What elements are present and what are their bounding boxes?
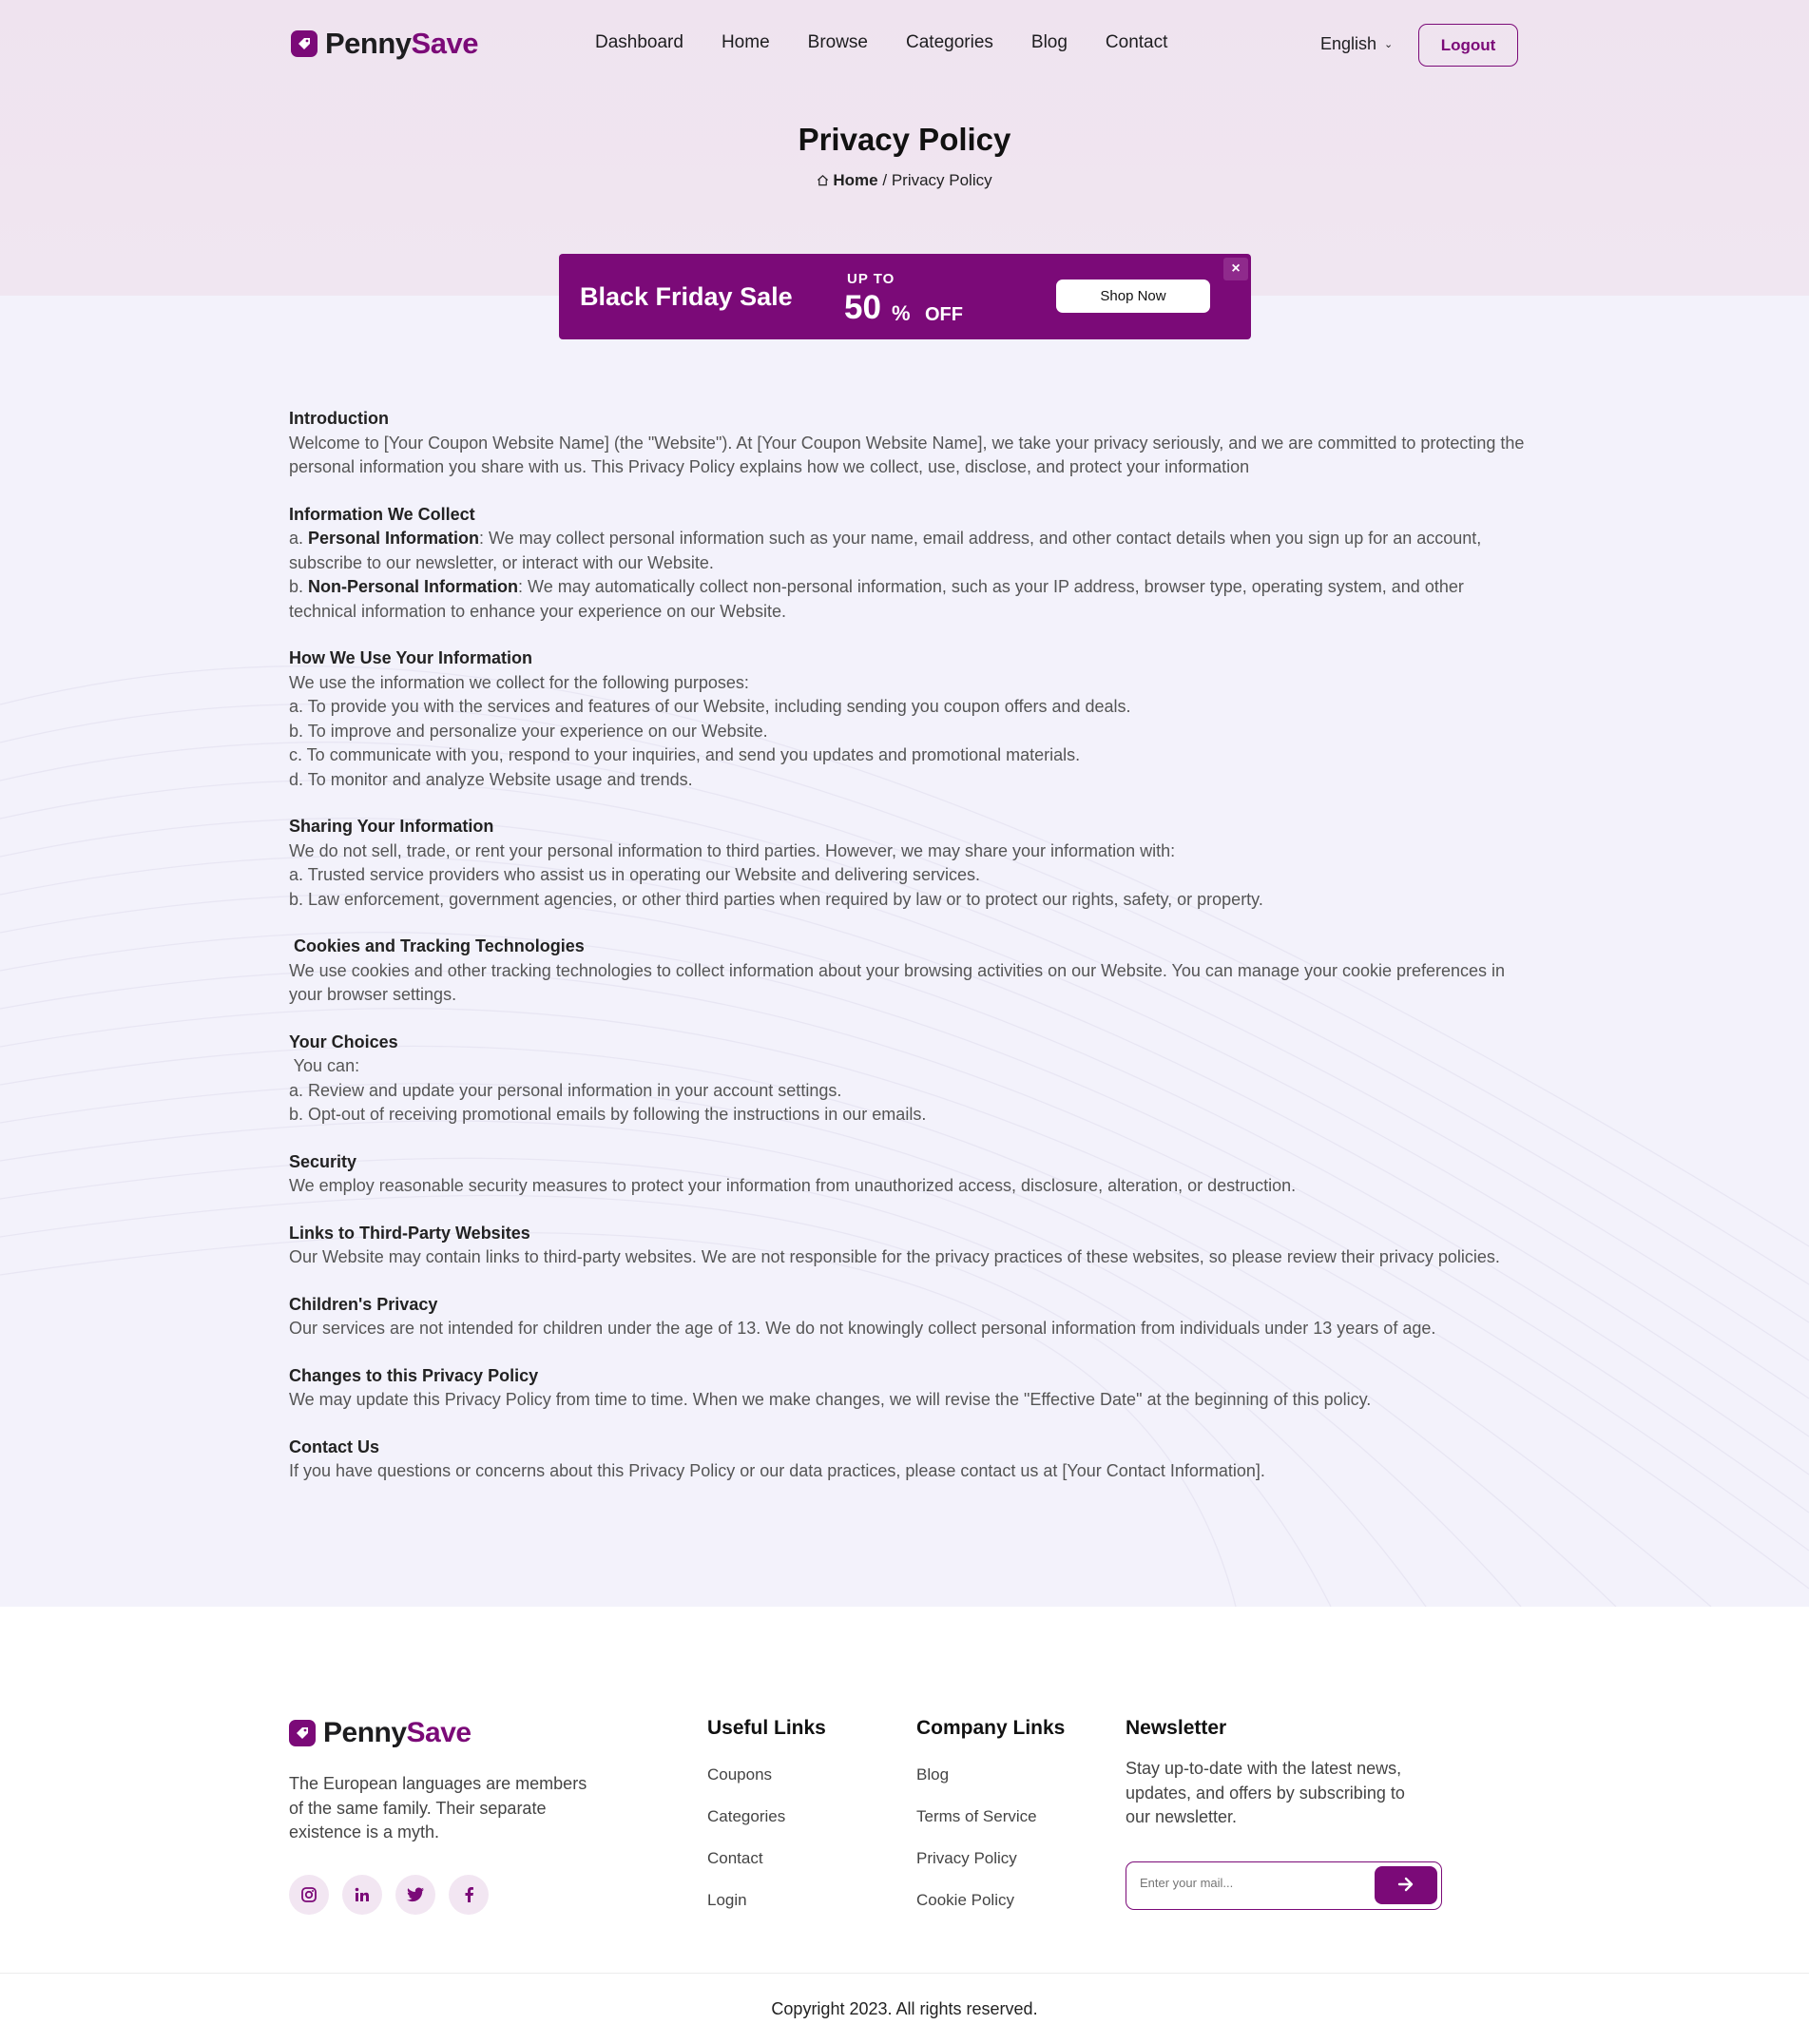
section-heading: Children's Privacy <box>289 1294 438 1314</box>
nav-blog[interactable]: Blog <box>1030 32 1068 52</box>
section-line: We use the information we collect for the following purposes: <box>289 672 749 692</box>
tag-icon <box>291 30 318 57</box>
section-text: We employ reasonable security measures to protect your information from unauthorized access, disclosure, alteration, or destruction. <box>289 1176 1297 1195</box>
nav-home[interactable]: Home <box>721 32 770 52</box>
facebook-icon[interactable] <box>449 1875 489 1915</box>
banner-off: OFF <box>925 304 963 325</box>
nav-contact[interactable]: Contact <box>1105 32 1168 52</box>
section-children <box>289 1293 1525 1341</box>
tag-icon <box>289 1720 316 1746</box>
section-text: Welcome to [Your Coupon Website Name] (the "Website"). At [Your Coupon Website Name], we take your privacy seriously, and we are committed to protecting the personal information you share with us. This Privacy Policy explains how we collect, use, disclose, and protect your information <box>289 433 1525 476</box>
brand-name-part2: Save <box>411 27 478 60</box>
section-text: We may update this Privacy Policy from time to time. When we make changes, we will revise the "Effective Date" at the beginning of this policy. <box>289 1390 1372 1409</box>
section-heading: How We Use Your Information <box>289 648 533 667</box>
section-heading: Sharing Your Information <box>289 817 494 836</box>
section-item: a. Personal Information: We may collect personal information such as your name, email address, and other contact details when you sign up for an account, subscribe to our newsletter, or interact with our Website. <box>289 529 1482 572</box>
section-line: a. To provide you with the services and features of our Website, including sending you coupon offers and deals. <box>289 697 1131 716</box>
footer-link-login[interactable]: Login <box>707 1891 747 1909</box>
close-icon[interactable]: × <box>1223 258 1248 280</box>
nav-categories[interactable]: Categories <box>906 32 993 52</box>
banner-up-to: UP TO <box>847 271 895 287</box>
policy-content <box>289 407 1525 1507</box>
brand-name-part1: Penny <box>323 1717 407 1748</box>
section-security <box>289 1150 1525 1199</box>
newsletter-email-input[interactable] <box>1140 1876 1349 1890</box>
shop-now-button[interactable]: Shop Now <box>1056 280 1210 313</box>
footer-divider <box>0 1973 1809 1974</box>
company-links-heading: Company Links <box>916 1717 1066 1739</box>
section-heading: Security <box>289 1151 357 1171</box>
section-cookies <box>289 935 1525 1008</box>
section-text: We use cookies and other tracking technologies to collect information about your browsing activities on our Website. You can manage your cookie preferences in your browser settings. <box>289 960 1506 1004</box>
footer-link-privacy[interactable]: Privacy Policy <box>916 1849 1017 1867</box>
footer-link-categories[interactable]: Categories <box>707 1807 786 1825</box>
page-title: Privacy Policy <box>798 122 1011 157</box>
banner-percent: 50 <box>844 289 881 326</box>
footer-about: The European languages are members of the same family. Their separate existence is a myth. <box>289 1774 587 1842</box>
footer-link-blog[interactable]: Blog <box>916 1765 950 1784</box>
newsletter <box>1126 1717 1420 1830</box>
linkedin-icon[interactable] <box>342 1875 382 1915</box>
section-heading: Links to Third-Party Websites <box>289 1223 530 1243</box>
social-links <box>289 1875 489 1915</box>
footer-link-coupons[interactable]: Coupons <box>707 1765 773 1784</box>
section-text: Our Website may contain links to third-party websites. We are not responsible for the privacy practices of these websites, so please review their privacy policies. <box>289 1247 1500 1266</box>
nav-dashboard[interactable]: Dashboard <box>595 32 683 52</box>
arrow-right-icon <box>1397 1877 1414 1895</box>
nav-browse[interactable]: Browse <box>807 32 868 52</box>
newsletter-text: Stay up-to-date with the latest news, updates, and offers by subscribing to our newsletter. <box>1126 1759 1405 1826</box>
main-nav <box>595 32 1167 53</box>
useful-links <box>707 1717 826 1932</box>
section-heading: Introduction <box>289 409 389 428</box>
twitter-icon[interactable] <box>395 1875 435 1915</box>
section-line: We do not sell, trade, or rent your personal information to third parties. However, we may share your information with: <box>289 840 1176 860</box>
section-contact <box>289 1436 1525 1484</box>
breadcrumb-home[interactable]: Home <box>833 171 878 189</box>
section-line: d. To monitor and analyze Website usage and trends. <box>289 769 693 789</box>
section-introduction <box>289 407 1525 480</box>
section-line: b. To improve and personalize your experience on our Website. <box>289 721 768 741</box>
section-line: a. Review and update your personal information in your account settings. <box>289 1080 842 1100</box>
banner-percent-sign: % <box>892 301 911 325</box>
breadcrumb <box>0 171 1809 191</box>
section-use-information <box>289 646 1525 792</box>
banner-title: Black Friday Sale <box>580 282 793 311</box>
useful-links-heading: Useful Links <box>707 1717 826 1739</box>
section-text: Our services are not intended for children under the age of 13. We do not knowingly collect personal information from individuals under 13 years of age. <box>289 1319 1436 1338</box>
section-heading: Cookies and Tracking Technologies <box>289 936 585 955</box>
section-information-collect <box>289 503 1525 625</box>
newsletter-form <box>1126 1861 1442 1910</box>
footer-link-cookie[interactable]: Cookie Policy <box>916 1891 1014 1909</box>
language-select[interactable] <box>1320 34 1393 54</box>
copyright: Copyright 2023. All rights reserved. <box>771 1999 1038 2018</box>
breadcrumb-current: Privacy Policy <box>891 171 992 189</box>
brand-name-part1: Penny <box>325 27 412 60</box>
section-text: If you have questions or concerns about this Privacy Policy or our data practices, please contact us at [Your Contact Information]. <box>289 1461 1265 1480</box>
section-heading: Information We Collect <box>289 504 475 524</box>
brand-logo[interactable] <box>291 27 478 61</box>
section-line: b. Opt-out of receiving promotional emails by following the instructions in our emails. <box>289 1105 927 1124</box>
section-line: b. Law enforcement, government agencies, or other third parties when required by law or to protect our rights, safety, or property. <box>289 889 1263 909</box>
newsletter-submit-button[interactable] <box>1375 1866 1437 1904</box>
section-choices <box>289 1031 1525 1128</box>
section-line: c. To communicate with you, respond to your inquiries, and send you updates and promotional materials. <box>289 745 1081 764</box>
footer-brand-logo[interactable] <box>289 1717 471 1749</box>
section-changes <box>289 1364 1525 1413</box>
section-item: b. Non-Personal Information: We may automatically collect non-personal information, such as your IP address, browser type, operating system, and other technical information to enhance your experience on our Website. <box>289 577 1464 621</box>
language-label: English <box>1320 34 1377 53</box>
section-heading: Changes to this Privacy Policy <box>289 1365 539 1385</box>
home-icon <box>817 172 829 191</box>
section-third-party-links <box>289 1222 1525 1270</box>
chevron-down-icon: ⌄ <box>1384 39 1394 50</box>
footer-link-contact[interactable]: Contact <box>707 1849 763 1867</box>
section-heading: Your Choices <box>289 1032 398 1051</box>
logout-button[interactable]: Logout <box>1418 24 1518 67</box>
instagram-icon[interactable] <box>289 1875 329 1915</box>
brand-name-part2: Save <box>406 1717 471 1748</box>
breadcrumb-separator: / <box>882 171 888 189</box>
newsletter-heading: Newsletter <box>1126 1717 1227 1739</box>
footer-link-terms[interactable]: Terms of Service <box>916 1807 1037 1825</box>
company-links <box>916 1717 1065 1932</box>
section-line: a. Trusted service providers who assist us in operating our Website and delivering services. <box>289 865 981 884</box>
section-heading: Contact Us <box>289 1437 380 1456</box>
section-line: You can: <box>289 1056 360 1075</box>
promo-banner <box>559 254 1251 339</box>
section-sharing <box>289 815 1525 912</box>
